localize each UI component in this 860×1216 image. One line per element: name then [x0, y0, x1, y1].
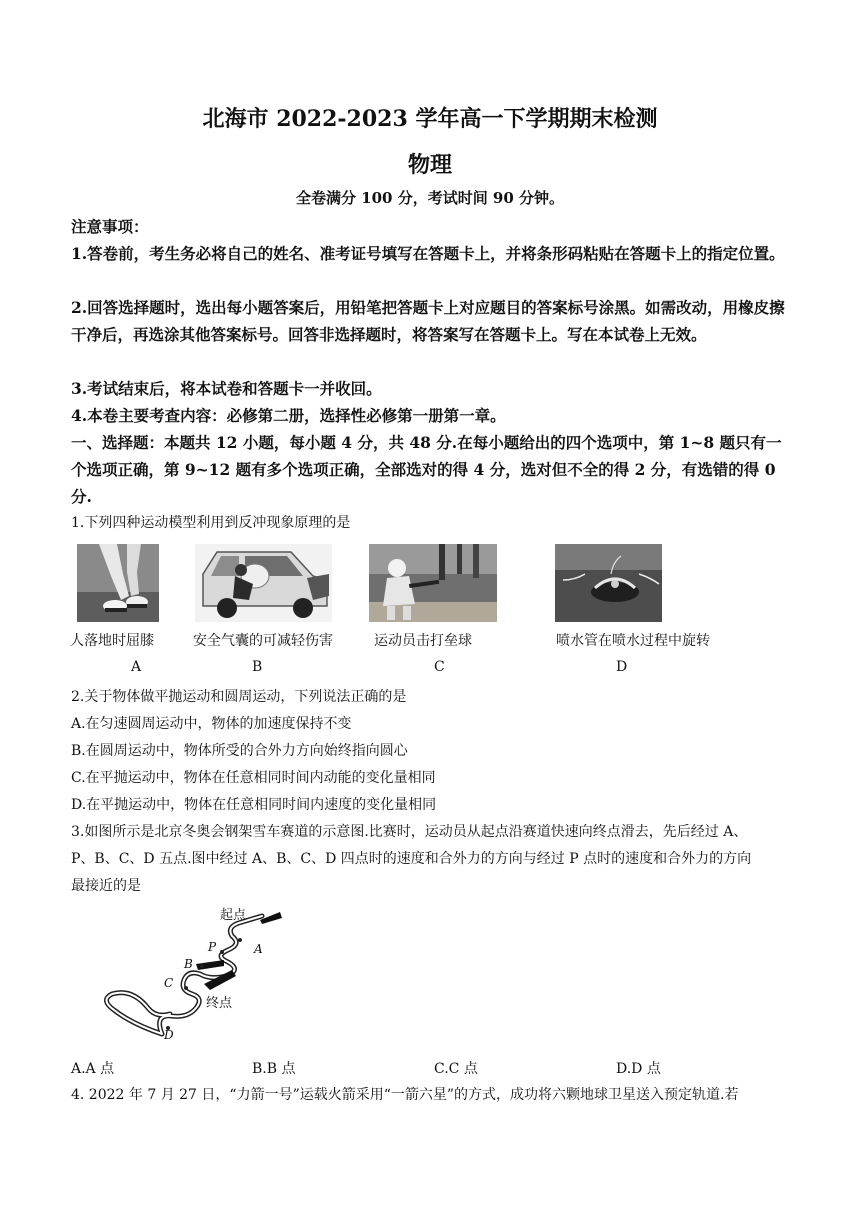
q2-stem: 2.关于物体做平抛运动和圆周运动，下列说法正确的是: [71, 689, 407, 705]
q1-caption-a: 人落地时屈膝: [70, 633, 154, 649]
q1-option-a: A: [131, 659, 142, 675]
q2-option-a: A.在匀速圆周运动中，物体的加速度保持不变: [71, 716, 352, 732]
q1-caption-d: 喷水管在喷水过程中旋转: [556, 633, 710, 649]
notice-heading: 注意事项：: [71, 217, 149, 236]
q1-option-c: C: [434, 659, 445, 675]
bobsled-track-diagram: [92, 900, 292, 1046]
q3-stem-line-1: 3.如图所示是北京冬奥会钢架雪车赛道的示意图.比赛时，运动员从起点沿赛道快速向终点滑去，先后经过 A、: [71, 824, 748, 840]
notice-item-1: 1.答卷前，考生务必将自己的姓名、准考证号填写在答题卡上，并将条形码粘贴在答题卡上的指定位置。: [71, 244, 785, 263]
track-label-b: B: [184, 957, 193, 971]
softball-batter-photo: [369, 544, 497, 622]
exam-title: 北海市 2022-2023 学年高一下学期期末检测: [202, 106, 658, 132]
q3-stem-line-3: 最接近的是: [71, 878, 141, 894]
q2-option-d: D.在平抛运动中，物体在任意相同时间内速度的变化量相同: [71, 797, 437, 813]
q1-stem: 1.下列四种运动模型利用到反冲现象原理的是: [71, 515, 351, 531]
airbag-car-photo: [195, 544, 332, 622]
q4-stem-line-1: 4. 2022 年 7 月 27 日，“力箭一号”运载火箭采用“一箭六星”的方式，成功将六颗地球卫星送入预定轨道.若: [71, 1087, 739, 1103]
track-label-end: 终点: [206, 996, 233, 1011]
track-label-p: P: [208, 940, 217, 954]
q2-option-c: C.在平抛运动中，物体在任意相同时间内动能的变化量相同: [71, 770, 436, 786]
q1-option-b: B: [252, 659, 263, 675]
q1-caption-c: 运动员击打垒球: [374, 633, 472, 649]
rotating-sprinkler-photo: [555, 544, 662, 622]
q1-option-d: D: [616, 659, 628, 675]
notice-item-3: 3.考试结束后，将本试卷和答题卡一并收回。: [71, 379, 382, 398]
q1-caption-b: 安全气囊的可减轻伤害: [193, 633, 333, 649]
q3-option-c: C.C 点: [434, 1061, 478, 1077]
q2-option-b: B.在圆周运动中，物体所受的合外力方向始终指向圆心: [71, 743, 408, 759]
q3-option-d: D.D 点: [616, 1061, 661, 1077]
track-label-start: 起点: [220, 908, 247, 923]
section-1-instructions: 一、选择题：本题共 12 小题，每小题 4 分，共 48 分.在每小题给出的四个选项中，第 1~8 题只有一个选项正确，第 9~12 题有多个选项正确，全部选对的得 4 分，选对但不全的得 2 分，有选错的得 0 分.: [71, 433, 782, 506]
track-label-a: A: [254, 942, 263, 956]
q3-option-a: A.A 点: [71, 1061, 115, 1077]
q3-option-b: B.B 点: [252, 1061, 296, 1077]
q3-stem-line-2: P、B、C、D 五点.图中经过 A、B、C、D 四点时的速度和合外力的方向与经过 P 点时的速度和合外力的方向: [71, 851, 752, 867]
notice-item-2: 2.回答选择题时，选出每小题答案后，用铅笔把答题卡上对应题目的答案标号涂黑。如需改动，用橡皮擦干净后，再选涂其他答案标号。回答非选择题时，将答案写在答题卡上。写在本试卷上无效。: [71, 298, 785, 344]
notice-item-4: 4.本卷主要考查内容：必修第二册，选择性必修第一册第一章。: [71, 406, 506, 425]
subject-title: 物理: [407, 152, 452, 178]
landing-knee-bend-photo: [77, 544, 159, 622]
track-label-d: D: [164, 1028, 174, 1042]
exam-fullmark-note: 全卷满分 100 分，考试时间 90 分钟。: [295, 189, 565, 207]
track-label-c: C: [164, 976, 174, 990]
